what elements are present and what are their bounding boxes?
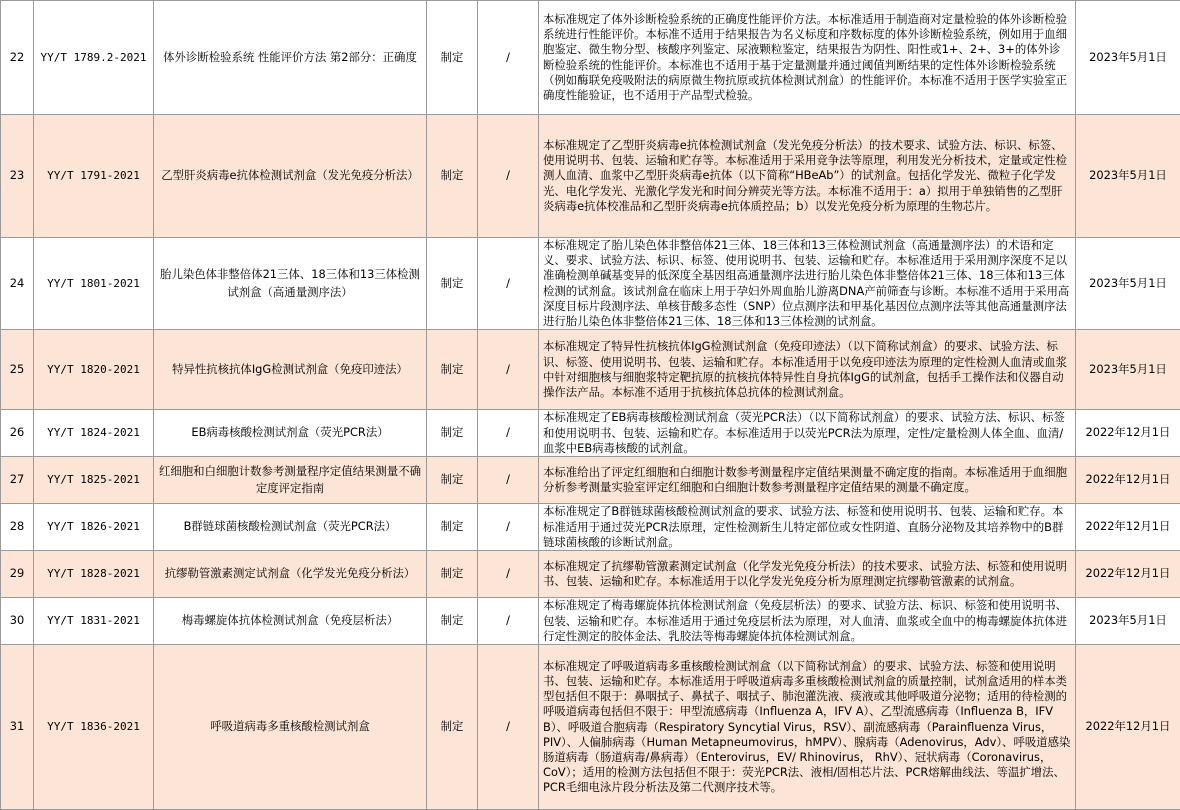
standard-description-cell: 本标准给出了评定红细胞和白细胞计数参考测量程序定值结果测量不确定度的指南。本标准适用于血细胞分析参考测量实验室评定红细胞和白细胞计数参考测量程序定值结果的测量不确定度。 xyxy=(539,457,1076,504)
standard-name-cell: B群链球菌核酸检测试剂盒（荧光PCR法） xyxy=(154,504,427,551)
standard-description-cell: 本标准规定了胎儿染色体非整倍体21三体、18三体和13三体检测试剂盒（高通量测序法）的术语和定义、要求、试验方法、标识、标签、使用说明书、包装、运输和贮存。本标准适用于采用测序深度不足以准确检测单碱基变异的低深度全基因组高通量测序法进行胎儿染色体非整倍体21三体、18三体和13三体检测的试剂盒。该试剂盒在临床上用于孕妇外周血胎儿游离DNA产前筛查与诊断。本标准不适用于采用高深度目标片段测序法、单核苷酸多态性（SNP）位点测序法和甲基化基因位点测序法等其他高通量测序法进行胎儿染色体非整倍体21三体、18三体和13三体检测的试剂盒。 xyxy=(539,238,1076,330)
standard-name-cell: 抗缪勒管激素测定试剂盒（化学发光免疫分析法） xyxy=(154,551,427,598)
effective-date-cell: 2023年5月1日 xyxy=(1076,238,1180,330)
standard-code-cell: YY/T 1825-2021 xyxy=(34,457,154,504)
table-row xyxy=(1,115,1180,238)
standard-description-cell: 本标准规定了B群链球菌核酸检测试剂盒的要求、试验方法、标签和使用说明书、包装、运输和贮存。本标准适用于通过荧光PCR法原理，定性检测新生儿特定部位或女性阴道、直肠分泌物及其培养物中的B群链球菌核酸的诊断试剂盒。 xyxy=(539,504,1076,551)
replaced-standard-cell: / xyxy=(478,598,539,645)
row-number-cell: 28 xyxy=(1,504,34,551)
table-row xyxy=(1,330,1180,410)
standard-code-cell: YY/T 1791-2021 xyxy=(34,115,154,238)
row-number-cell: 24 xyxy=(1,238,34,330)
replaced-standard-cell: / xyxy=(478,551,539,598)
effective-date-cell: 2022年12月1日 xyxy=(1076,457,1180,504)
effective-date-cell: 2022年12月1日 xyxy=(1076,551,1180,598)
table-row xyxy=(1,645,1180,810)
standard-description-cell: 本标准规定了特异性抗核抗体IgG检测试剂盒（免疫印迹法）（以下简称试剂盒）的要求、试验方法、标识、标签、使用说明书、包装、运输和贮存。本标准适用于以免疫印迹法为原理的定性检测人血清或血浆中针对细胞核与细胞浆特定靶抗原的抗核抗体特异性自身抗体IgG的试剂盒，包括手工操作法和仪器自动操作法产品。本标准不适用于抗核抗体总抗体的检测试剂盒。 xyxy=(539,330,1076,410)
standard-name-cell: 特异性抗核抗体IgG检测试剂盒（免疫印迹法） xyxy=(154,330,427,410)
revision-type-cell: 制定 xyxy=(427,330,478,410)
replaced-standard-cell: / xyxy=(478,115,539,238)
table-row xyxy=(1,238,1180,330)
standard-description-cell: 本标准规定了呼吸道病毒多重核酸检测试剂盒（以下简称试剂盒）的要求、试验方法、标签和使用说明书、包装、运输和贮存。本标准适用于呼吸道病毒多重核酸检测试剂盒的质量控制，试剂盒适用的样本类型包括但不限于：鼻咽拭子、鼻拭子、咽拭子、肺泡灌洗液、痰液或其他呼吸道分泌物；适用的待检测的呼吸道病毒包括但不限于：甲型流感病毒（Influenza A，IFV A）、乙型流感病毒（Influenza B，IFV B）、呼吸道合胞病毒（Respiratory Syncytial Virus，RSV）、副流感病毒（Parainfluenza Virus，PIV）、人偏肺病毒（Human Metapneumovirus，hMPV）、腺病毒（Adenovirus，Adv）、呼吸道感染肠道病毒（肠道病毒/鼻病毒）（Enterovirus，EV/ Rhinovirus， RhV）、冠状病毒（Coronavirus，CoV）；适用的检测方法包括但不限于：荧光PCR法、液相/固相芯片法、PCR熔解曲线法、等温扩增法、PCR毛细电泳片段分析法及第二代测序技术等。 xyxy=(539,645,1076,810)
standard-description-cell: 本标准规定了梅毒螺旋体抗体检测试剂盒（免疫层析法）的要求、试验方法、标识、标签和使用说明书、包装、运输和贮存。本标准适用于通过免疫层析法为原理，对人血清、血浆或全血中的梅毒螺旋体抗体进行定性测定的胶体金法、乳胶法等梅毒螺旋体抗体检测试剂盒。 xyxy=(539,598,1076,645)
revision-type-cell: 制定 xyxy=(427,504,478,551)
effective-date-cell: 2023年5月1日 xyxy=(1076,115,1180,238)
standard-description-cell: 本标准规定了乙型肝炎病毒e抗体检测试剂盒（发光免疫分析法）的技术要求、试验方法、标识、标签、使用说明书、包装、运输和贮存等。本标准适用于采用竞争法等原理，利用发光分析技术，定量或定性检测人血清、血浆中乙型肝炎病毒e抗体（以下简称“HBeAb”）的试剂盒。包括化学发光、微粒子化学发光、电化学发光、光激化学发光和时间分辨荧光等方法。本标准不适用于：a）拟用于单独销售的乙型肝炎病毒e抗体校准品和乙型肝炎病毒e抗体质控品；b）以发光免疫分析为原理的生物芯片。 xyxy=(539,115,1076,238)
effective-date-cell: 2022年12月1日 xyxy=(1076,410,1180,457)
row-number-cell: 26 xyxy=(1,410,34,457)
standard-name-cell: 体外诊断检验系统 性能评价方法 第2部分：正确度 xyxy=(154,1,427,115)
standard-description-cell: 本标准规定了体外诊断检验系统的正确度性能评价方法。本标准适用于制造商对定量检验的体外诊断检验系统进行性能评价。本标准不适用于结果报告为名义标度和序数标度的体外诊断检验系统，例如用于血细胞鉴定、微生物分型、核酸序列鉴定、尿液颗粒鉴定，结果报告为阴性、阳性或1+、2+、3+的体外诊断检验系统的性能评价。本标准也不适用于基于定量测量并通过阈值判断结果的定性体外诊断检验系统（例如酶联免疫吸附法的病原微生物抗原或抗体检测试剂盒）的性能评价。本标准不适用于医学实验室正确度性能验证，也不适用于产品型式检验。 xyxy=(539,1,1076,115)
effective-date-cell: 2023年5月1日 xyxy=(1076,330,1180,410)
replaced-standard-cell: / xyxy=(478,1,539,115)
revision-type-cell: 制定 xyxy=(427,645,478,810)
replaced-standard-cell: / xyxy=(478,410,539,457)
table-row xyxy=(1,1,1180,115)
standard-code-cell: YY/T 1828-2021 xyxy=(34,551,154,598)
row-number-cell: 29 xyxy=(1,551,34,598)
standard-name-cell: 呼吸道病毒多重核酸检测试剂盒 xyxy=(154,645,427,810)
standard-code-cell: YY/T 1836-2021 xyxy=(34,645,154,810)
effective-date-cell: 2022年12月1日 xyxy=(1076,504,1180,551)
standard-code-cell: YY/T 1789.2-2021 xyxy=(34,1,154,115)
revision-type-cell: 制定 xyxy=(427,551,478,598)
standard-name-cell: 红细胞和白细胞计数参考测量程序定值结果测量不确定度评定指南 xyxy=(154,457,427,504)
revision-type-cell: 制定 xyxy=(427,410,478,457)
table-row xyxy=(1,551,1180,598)
standard-name-cell: 乙型肝炎病毒e抗体检测试剂盒（发光免疫分析法） xyxy=(154,115,427,238)
table-row xyxy=(1,410,1180,457)
standard-code-cell: YY/T 1801-2021 xyxy=(34,238,154,330)
replaced-standard-cell: / xyxy=(478,504,539,551)
standard-name-cell: EB病毒核酸检测试剂盒（荧光PCR法） xyxy=(154,410,427,457)
replaced-standard-cell: / xyxy=(478,457,539,504)
standard-code-cell: YY/T 1820-2021 xyxy=(34,330,154,410)
effective-date-cell: 2022年12月1日 xyxy=(1076,645,1180,810)
row-number-cell: 22 xyxy=(1,1,34,115)
standard-description-cell: 本标准规定了EB病毒核酸检测试剂盒（荧光PCR法）（以下简称试剂盒）的要求、试验方法、标识、标签和使用说明书、包装、运输和贮存。本标准适用于以荧光PCR法为原理，定性/定量检测人体全血、血清/血浆中EB病毒核酸的试剂盒。 xyxy=(539,410,1076,457)
standard-name-cell: 梅毒螺旋体抗体检测试剂盒（免疫层析法） xyxy=(154,598,427,645)
revision-type-cell: 制定 xyxy=(427,115,478,238)
standard-code-cell: YY/T 1831-2021 xyxy=(34,598,154,645)
standard-code-cell: YY/T 1826-2021 xyxy=(34,504,154,551)
replaced-standard-cell: / xyxy=(478,238,539,330)
replaced-standard-cell: / xyxy=(478,330,539,410)
row-number-cell: 31 xyxy=(1,645,34,810)
row-number-cell: 27 xyxy=(1,457,34,504)
effective-date-cell: 2023年5月1日 xyxy=(1076,598,1180,645)
row-number-cell: 30 xyxy=(1,598,34,645)
standard-description-cell: 本标准规定了抗缪勒管激素测定试剂盒（化学发光免疫分析法）的技术要求、试验方法、标签和使用说明书、包装、运输和贮存。本标准适用于以化学发光免疫分析为原理测定抗缪勒管激素的试剂盒。 xyxy=(539,551,1076,598)
replaced-standard-cell: / xyxy=(478,645,539,810)
revision-type-cell: 制定 xyxy=(427,238,478,330)
row-number-cell: 25 xyxy=(1,330,34,410)
standard-name-cell: 胎儿染色体非整倍体21三体、18三体和13三体检测试剂盒（高通量测序法） xyxy=(154,238,427,330)
revision-type-cell: 制定 xyxy=(427,598,478,645)
effective-date-cell: 2023年5月1日 xyxy=(1076,1,1180,115)
revision-type-cell: 制定 xyxy=(427,1,478,115)
table-row xyxy=(1,598,1180,645)
row-number-cell: 23 xyxy=(1,115,34,238)
table-row xyxy=(1,504,1180,551)
revision-type-cell: 制定 xyxy=(427,457,478,504)
standard-code-cell: YY/T 1824-2021 xyxy=(34,410,154,457)
table-row xyxy=(1,457,1180,504)
